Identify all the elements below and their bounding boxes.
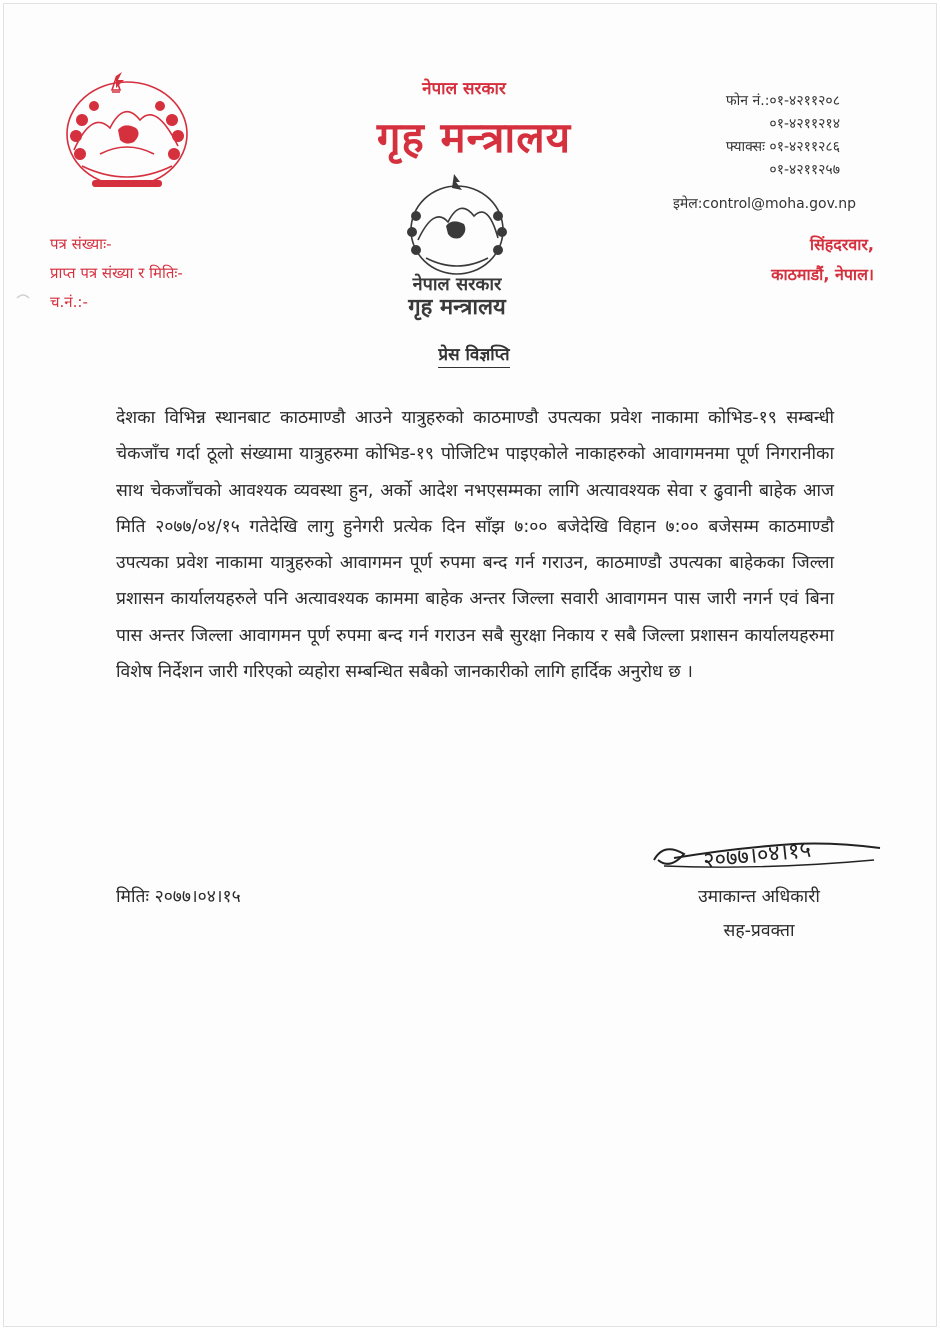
reference-fields (50, 230, 183, 317)
ministry-title: गृह मन्त्रालय (376, 113, 572, 162)
fax-line-2: ०१-४२११२५७ (769, 162, 840, 178)
press-release-title (374, 342, 574, 365)
contact-block (580, 90, 840, 182)
address-line-1: सिंहदरवार, (809, 235, 874, 254)
press-release-page (4, 4, 936, 1326)
signatory-name: उमाकान्त अधिकारी (698, 887, 820, 907)
press-release-title-text: प्रेस विज्ञप्ति (438, 345, 509, 368)
letter-number-label: पत्र संख्याः- (50, 235, 112, 253)
signatory-role: सह-प्रवक्ता (723, 921, 795, 941)
email-line: इमेल:control@moha.gov.np (673, 196, 856, 212)
press-release-body: देशका विभिन्न स्थानबाट काठमाण्डौ आउने यात्रुहरुको काठमाण्डौ उपत्यका प्रवेश नाकामा कोभिड-१९ सम्बन्धी चेकजाँच गर्दा ठूलो संख्यामा यात्रुहरुमा कोभिड-१९ पोजिटिभ पाइएकोले नाकाहरुको आवागमनमा पूर्ण निगरानीका साथ चेकजाँचको आवश्यक व्यवस्था हुन, अर्को आदेश नभएसम्मका लागि अत्यावश्यक सेवा र ढुवानी बाहेक आज मिति २०७७/०४/१५ गतेदेखि लागु हुनेगरी प्रत्येक दिन साँझ ७:०० बजेदेखि विहान ७:०० बजेसम्म काठमाण्डौ उपत्यका प्रवेश नाकामा यात्रुहरुको आवागमन पूर्ण रुपमा बन्द गर्न गराउन, काठमाण्डौ उपत्यका बाहेकका जिल्ला प्रशासन कार्यालयहरुले पनि अत्यावश्यक काममा बाहेक अन्तर जिल्ला सवारी आवागमन पास जारी नगर्न एवं बिना पास अन्तर जिल्ला आवागमन पूर्ण रुपमा बन्द गर्न गराउन सबै सुरक्षा निकाय र सबै जिल्ला प्रशासन कार्यालयहरुमा विशेष निर्देशन जारी गरिएको व्यहोरा सम्बन्धित सबैको जानकारीको लागि हार्दिक अनुरोध छ । (116, 408, 834, 683)
seal-text-line-1: नेपाल सरकार (412, 274, 502, 295)
received-letter-label: प्राप्त पत्र संख्या र मितिः- (50, 264, 183, 282)
punch-hole-mark-icon (16, 292, 30, 302)
phone-line-1: फोन नं.:०१-४२११२०८ (725, 93, 840, 109)
dispatch-number-label: च.नं.:- (50, 293, 88, 311)
seal-text-line-2: गृह मन्त्रालय (408, 295, 506, 320)
fax-line-1: फ्याक्सः ०१-४२११२८६ (725, 139, 840, 155)
address-line-2: काठमाडौं, नेपाल। (771, 265, 874, 284)
signature-date: २०७७।०४।१५ (702, 837, 813, 874)
nepal-emblem-icon (52, 70, 202, 198)
phone-line-2: ०१-४२११२१४ (769, 116, 840, 132)
release-date: मितिः २०७७।०४।१५ (116, 887, 241, 907)
handwritten-signature (644, 830, 884, 880)
address-block (771, 230, 874, 290)
ministry-seal-stamp (382, 172, 532, 322)
government-title: नेपाल सरकार (422, 79, 506, 99)
